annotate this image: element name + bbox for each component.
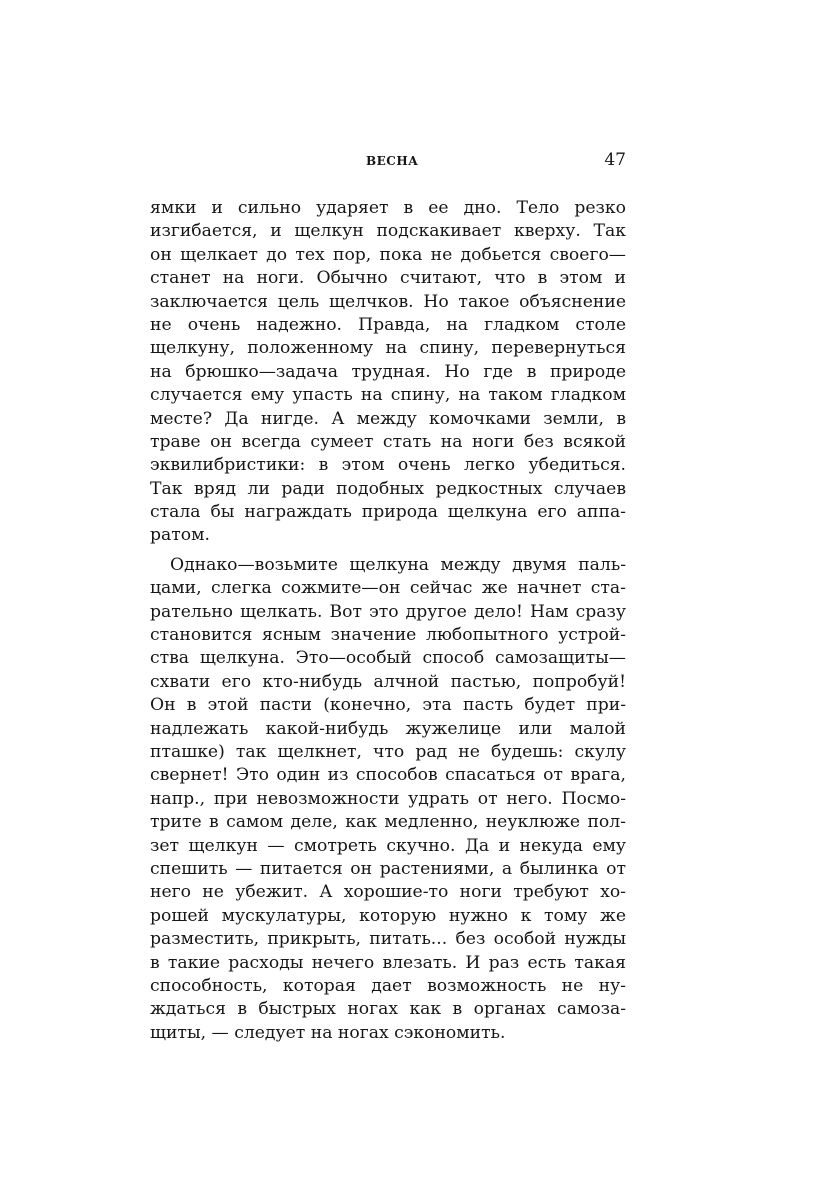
text-line: ратом. [150, 525, 210, 546]
text-line: надлежать какой-нибудь жужелице или малой [150, 718, 626, 739]
text-line: станет на ноги. Обычно считают, что в этом и [150, 268, 626, 289]
text-line: разместить, прикрыть, питать... без особой нужды [150, 929, 626, 950]
paragraph-2 [150, 554, 626, 1045]
text-line: рошей мускулатуры, которую нужно к тому же [150, 905, 626, 926]
text-line: ямки и сильно ударяет в ее дно. Тело резко [150, 198, 626, 218]
text-line: способность, которая дает возможность не ну- [150, 975, 626, 996]
text-line: схвати его кто-нибудь алчной пастью, попробуй! [150, 671, 626, 692]
text-line: цами, слегка сожмите—он сейчас же начнет ста- [150, 578, 626, 599]
text-line: Однако—возьмите щелкуна между двумя паль- [170, 554, 626, 575]
text-line: месте? Да нигде. А между комочками земли, в [150, 408, 626, 429]
text-line: рательно щелкать. Вот это другое дело! Нам сразу [150, 601, 626, 622]
text-line: ства щелкуна. Это—особый способ самозащиты— [150, 648, 626, 669]
running-head [150, 150, 626, 174]
text-line: трите в самом деле, как медленно, неуклюже пол- [150, 812, 626, 833]
text-line: него не убежит. А хорошие-то ноги требуют хо- [150, 882, 626, 903]
page-number: 47 [604, 150, 626, 170]
text-line: заключается цель щелчков. Но такое объяснение [150, 291, 626, 312]
text-line: эквилибристики: в этом очень легко убедиться. [150, 455, 626, 476]
text-line: изгибается, и щелкун подскакивает кверху. Так [150, 221, 626, 242]
text-line: Он в этой пасти (конечно, эта пасть будет при- [150, 695, 626, 716]
text-line: на брюшко—задача трудная. Но где в природе [150, 361, 626, 382]
text-line: случается ему упасть на спину, на таком гладком [150, 385, 626, 406]
text-line: стала бы награждать природа щелкуна его аппа- [150, 502, 626, 523]
body-text [150, 197, 626, 1045]
text-line: свернет! Это один из способов спасаться от врага, [150, 765, 626, 786]
text-line: Так вряд ли ради подобных редкостных случаев [150, 478, 626, 499]
text-line: в такие расходы нечего влезать. И раз есть такая [150, 952, 626, 973]
text-line: траве он всегда сумеет стать на ноги без всякой [150, 431, 626, 452]
text-line: зет щелкун — смотреть скучно. Да и некуда ему [150, 835, 626, 856]
text-line: напр., при невозможности удрать от него. Посмо- [150, 788, 626, 809]
text-line: щелкуну, положенному на спину, перевернуться [150, 338, 626, 359]
text-line: не очень надежно. Правда, на гладком столе [150, 314, 626, 335]
text-line: становится ясным значение любопытного устрой- [150, 625, 626, 646]
text-line: пташке) так щелкнет, что рад не будешь: скулу [150, 741, 626, 762]
text-line: щиты, — следует на ногах сэкономить. [150, 1022, 506, 1043]
running-title: ВЕСНА [366, 154, 419, 168]
text-line: спешить — питается он растениями, а былинка от [150, 858, 626, 879]
text-line: ждаться в быстрых ногах как в органах самоза- [150, 999, 626, 1020]
text-line: он щелкает до тех пор, пока не добьется своего— [150, 244, 626, 265]
paragraph-1 [150, 197, 626, 548]
